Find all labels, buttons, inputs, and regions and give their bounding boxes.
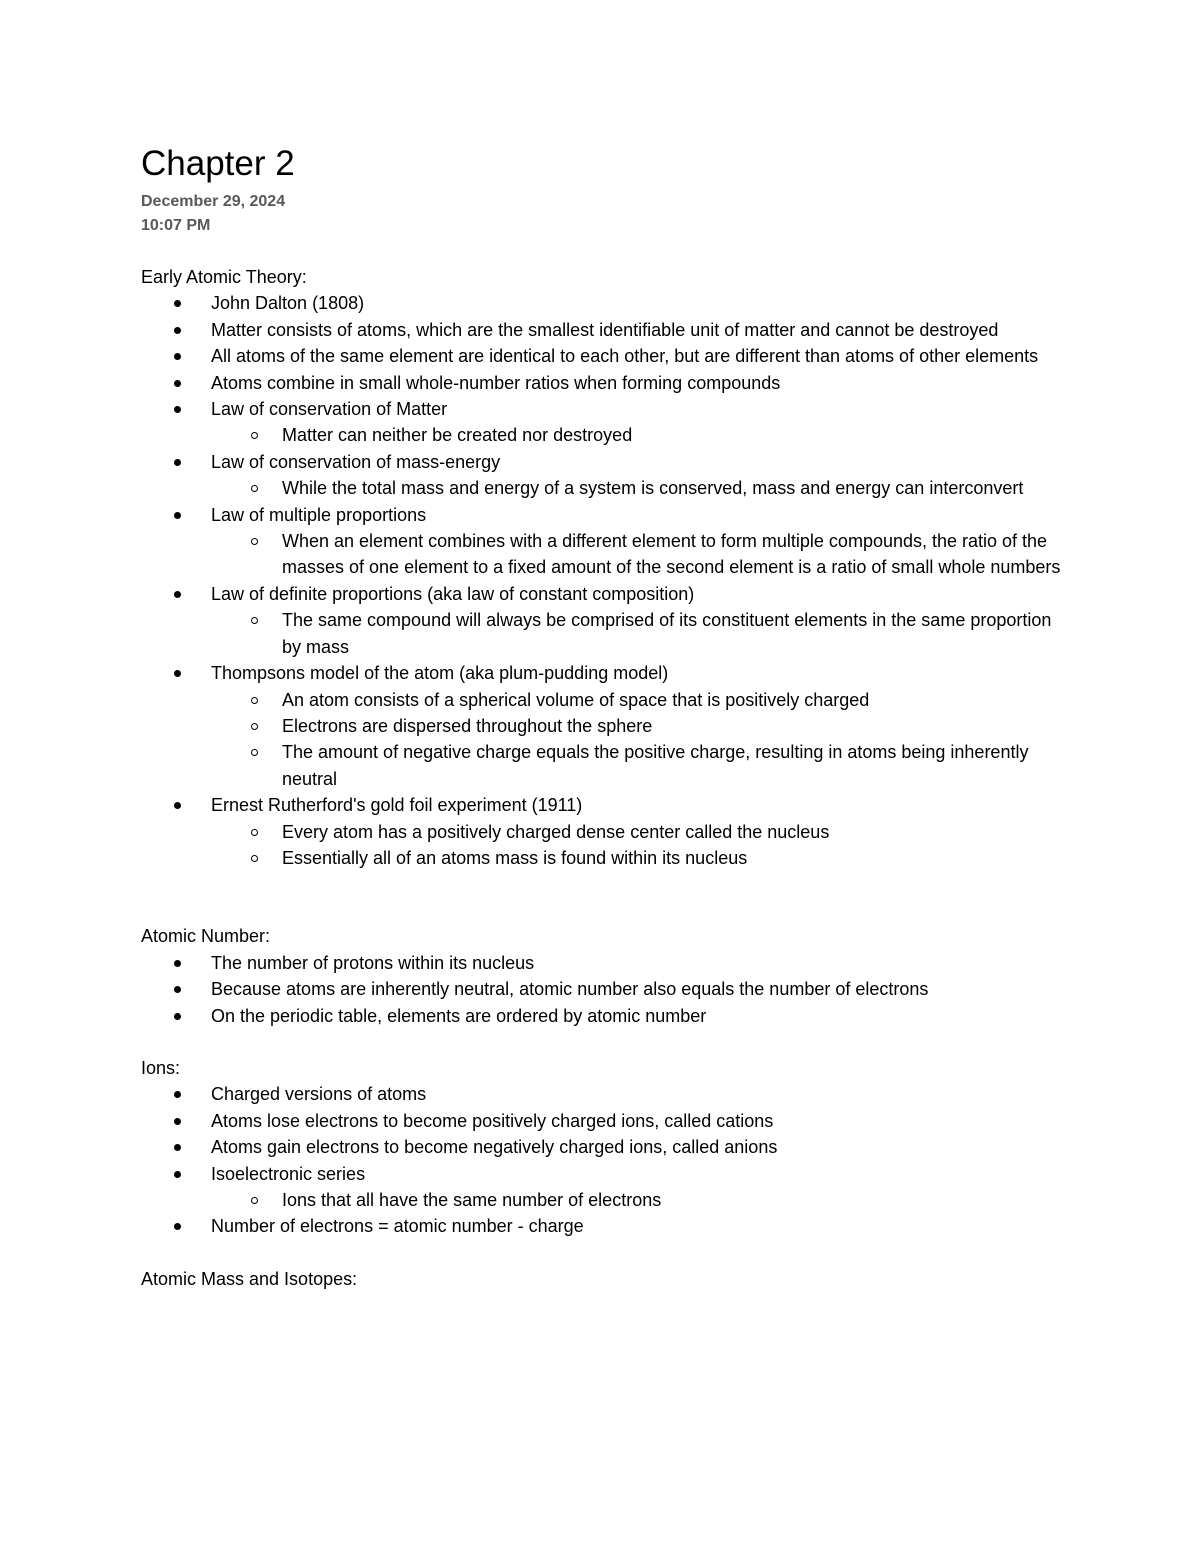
list-item bbox=[141, 950, 1071, 976]
list-item-text: The number of protons within its nucleus bbox=[211, 952, 535, 973]
bullet-icon bbox=[174, 406, 181, 413]
hollow-bullet-icon bbox=[251, 697, 258, 704]
hollow-bullet-icon bbox=[251, 617, 258, 624]
list-item-text: John Dalton (1808) bbox=[211, 293, 365, 314]
note-section bbox=[141, 264, 1071, 871]
hollow-bullet-icon bbox=[251, 1197, 258, 1204]
sub-list-item bbox=[211, 422, 1071, 448]
sub-bullet-list bbox=[211, 422, 1071, 448]
sub-list-item bbox=[211, 739, 1071, 792]
list-item-text: Number of electrons = atomic number - charge bbox=[211, 1216, 584, 1237]
list-item-text: Law of multiple proportions bbox=[211, 504, 427, 525]
section-heading: Ions: bbox=[141, 1057, 181, 1078]
sub-list-item-text: Matter can neither be created nor destroyed bbox=[282, 425, 633, 446]
bullet-icon bbox=[174, 1091, 181, 1098]
sub-list-item bbox=[211, 528, 1071, 581]
list-item bbox=[141, 581, 1071, 660]
list-item-text: Thompsons model of the atom (aka plum-pudding model) bbox=[211, 663, 669, 684]
bullet-icon bbox=[174, 327, 181, 334]
sub-bullet-list bbox=[211, 687, 1071, 793]
bullet-icon bbox=[174, 986, 181, 993]
hollow-bullet-icon bbox=[251, 538, 258, 545]
hollow-bullet-icon bbox=[251, 432, 258, 439]
sub-list-item bbox=[211, 475, 1071, 501]
sub-list-item bbox=[211, 845, 1071, 871]
bullet-icon bbox=[174, 802, 181, 809]
list-item bbox=[141, 1213, 1071, 1239]
bullet-list bbox=[141, 950, 1071, 1029]
sub-list-item-text: When an element combines with a different element to form multiple compounds, the ratio of the masses of one element to a fixed amount of the second element is a ratio of small whole numbers bbox=[282, 531, 1061, 578]
hollow-bullet-icon bbox=[251, 485, 258, 492]
list-item-text: Law of conservation of Matter bbox=[211, 399, 448, 420]
sub-bullet-list bbox=[211, 528, 1071, 581]
sub-list-item-text: An atom consists of a spherical volume of space that is positively charged bbox=[282, 689, 870, 710]
list-item bbox=[141, 396, 1071, 449]
hollow-bullet-icon bbox=[251, 723, 258, 730]
sub-list-item-text: Essentially all of an atoms mass is found within its nucleus bbox=[282, 847, 748, 868]
sub-list-item bbox=[211, 687, 1071, 713]
bullet-list bbox=[141, 1081, 1071, 1239]
hollow-bullet-icon bbox=[251, 749, 258, 756]
section-heading: Atomic Number: bbox=[141, 926, 271, 947]
list-item bbox=[141, 1161, 1071, 1214]
list-item-text: Atoms lose electrons to become positively charged ions, called cations bbox=[211, 1110, 774, 1131]
bullet-icon bbox=[174, 1013, 181, 1020]
sub-list-item bbox=[211, 607, 1071, 660]
sub-bullet-list bbox=[211, 475, 1071, 501]
sub-bullet-list bbox=[211, 1187, 1071, 1213]
list-item bbox=[141, 370, 1071, 396]
list-item-text: Isoelectronic series bbox=[211, 1163, 366, 1184]
note-page bbox=[141, 140, 1071, 1292]
list-item bbox=[141, 792, 1071, 871]
hollow-bullet-icon bbox=[251, 855, 258, 862]
note-section bbox=[141, 1266, 1071, 1292]
sub-list-item-text: Electrons are dispersed throughout the sphere bbox=[282, 715, 653, 736]
list-item bbox=[141, 290, 1071, 316]
note-section bbox=[141, 923, 1071, 1029]
sub-list-item-text: While the total mass and energy of a system is conserved, mass and energy can interconvert bbox=[282, 478, 1024, 499]
hollow-bullet-icon bbox=[251, 829, 258, 836]
bullet-icon bbox=[174, 1144, 181, 1151]
sub-bullet-list bbox=[211, 607, 1071, 660]
list-item bbox=[141, 502, 1071, 581]
section-heading: Atomic Mass and Isotopes: bbox=[141, 1268, 358, 1289]
sub-list-item-text: Ions that all have the same number of electrons bbox=[282, 1190, 662, 1210]
sub-list-item bbox=[211, 819, 1071, 845]
sub-list-item bbox=[211, 1187, 1071, 1213]
note-body bbox=[141, 264, 1071, 1292]
bullet-icon bbox=[174, 512, 181, 519]
list-item bbox=[141, 317, 1071, 343]
list-item bbox=[141, 1003, 1071, 1029]
sub-list-item-text: The amount of negative charge equals the positive charge, resulting in atoms being inherently neutral bbox=[282, 742, 1029, 789]
sub-list-item bbox=[211, 713, 1071, 739]
list-item bbox=[141, 1108, 1071, 1134]
bullet-icon bbox=[174, 670, 181, 677]
bullet-icon bbox=[174, 380, 181, 387]
bullet-icon bbox=[174, 1118, 181, 1125]
bullet-list bbox=[141, 290, 1071, 871]
section-heading: Early Atomic Theory: bbox=[141, 267, 307, 287]
bullet-icon bbox=[174, 591, 181, 598]
page-title: Chapter 2 bbox=[141, 144, 295, 183]
list-item-text: Atoms combine in small whole-number ratios when forming compounds bbox=[211, 372, 781, 393]
list-item bbox=[141, 449, 1071, 502]
bullet-icon bbox=[174, 353, 181, 360]
list-item-text: Matter consists of atoms, which are the smallest identifiable unit of matter and cannot be destroyed bbox=[211, 319, 999, 340]
sub-list-item-text: The same compound will always be comprised of its constituent elements in the same proportion by mass bbox=[282, 610, 1052, 657]
bullet-icon bbox=[174, 1171, 181, 1178]
bullet-icon bbox=[174, 960, 181, 967]
list-item-text: Ernest Rutherford's gold foil experiment (1911) bbox=[211, 795, 583, 816]
list-item-text: Charged versions of atoms bbox=[211, 1084, 427, 1105]
list-item-text: Law of definite proportions (aka law of constant composition) bbox=[211, 583, 695, 604]
list-item-text: Because atoms are inherently neutral, atomic number also equals the number of electrons bbox=[211, 979, 929, 1000]
list-item bbox=[141, 1081, 1071, 1107]
note-section bbox=[141, 1055, 1071, 1240]
list-item-text: Law of conservation of mass-energy bbox=[211, 451, 501, 472]
list-item bbox=[141, 976, 1071, 1002]
list-item bbox=[141, 1134, 1071, 1160]
note-time: 10:07 PM bbox=[141, 217, 211, 234]
sub-list-item-text: Every atom has a positively charged dense center called the nucleus bbox=[282, 821, 830, 842]
note-date: December 29, 2024 bbox=[141, 193, 286, 210]
list-item-text: On the periodic table, elements are ordered by atomic number bbox=[211, 1005, 707, 1026]
list-item-text: All atoms of the same element are identical to each other, but are different than atoms of other elements bbox=[211, 346, 1039, 367]
list-item bbox=[141, 343, 1071, 369]
bullet-icon bbox=[174, 1223, 181, 1230]
bullet-icon bbox=[174, 459, 181, 466]
list-item bbox=[141, 660, 1071, 792]
list-item-text: Atoms gain electrons to become negatively charged ions, called anions bbox=[211, 1137, 778, 1158]
bullet-icon bbox=[174, 300, 181, 307]
sub-bullet-list bbox=[211, 819, 1071, 872]
